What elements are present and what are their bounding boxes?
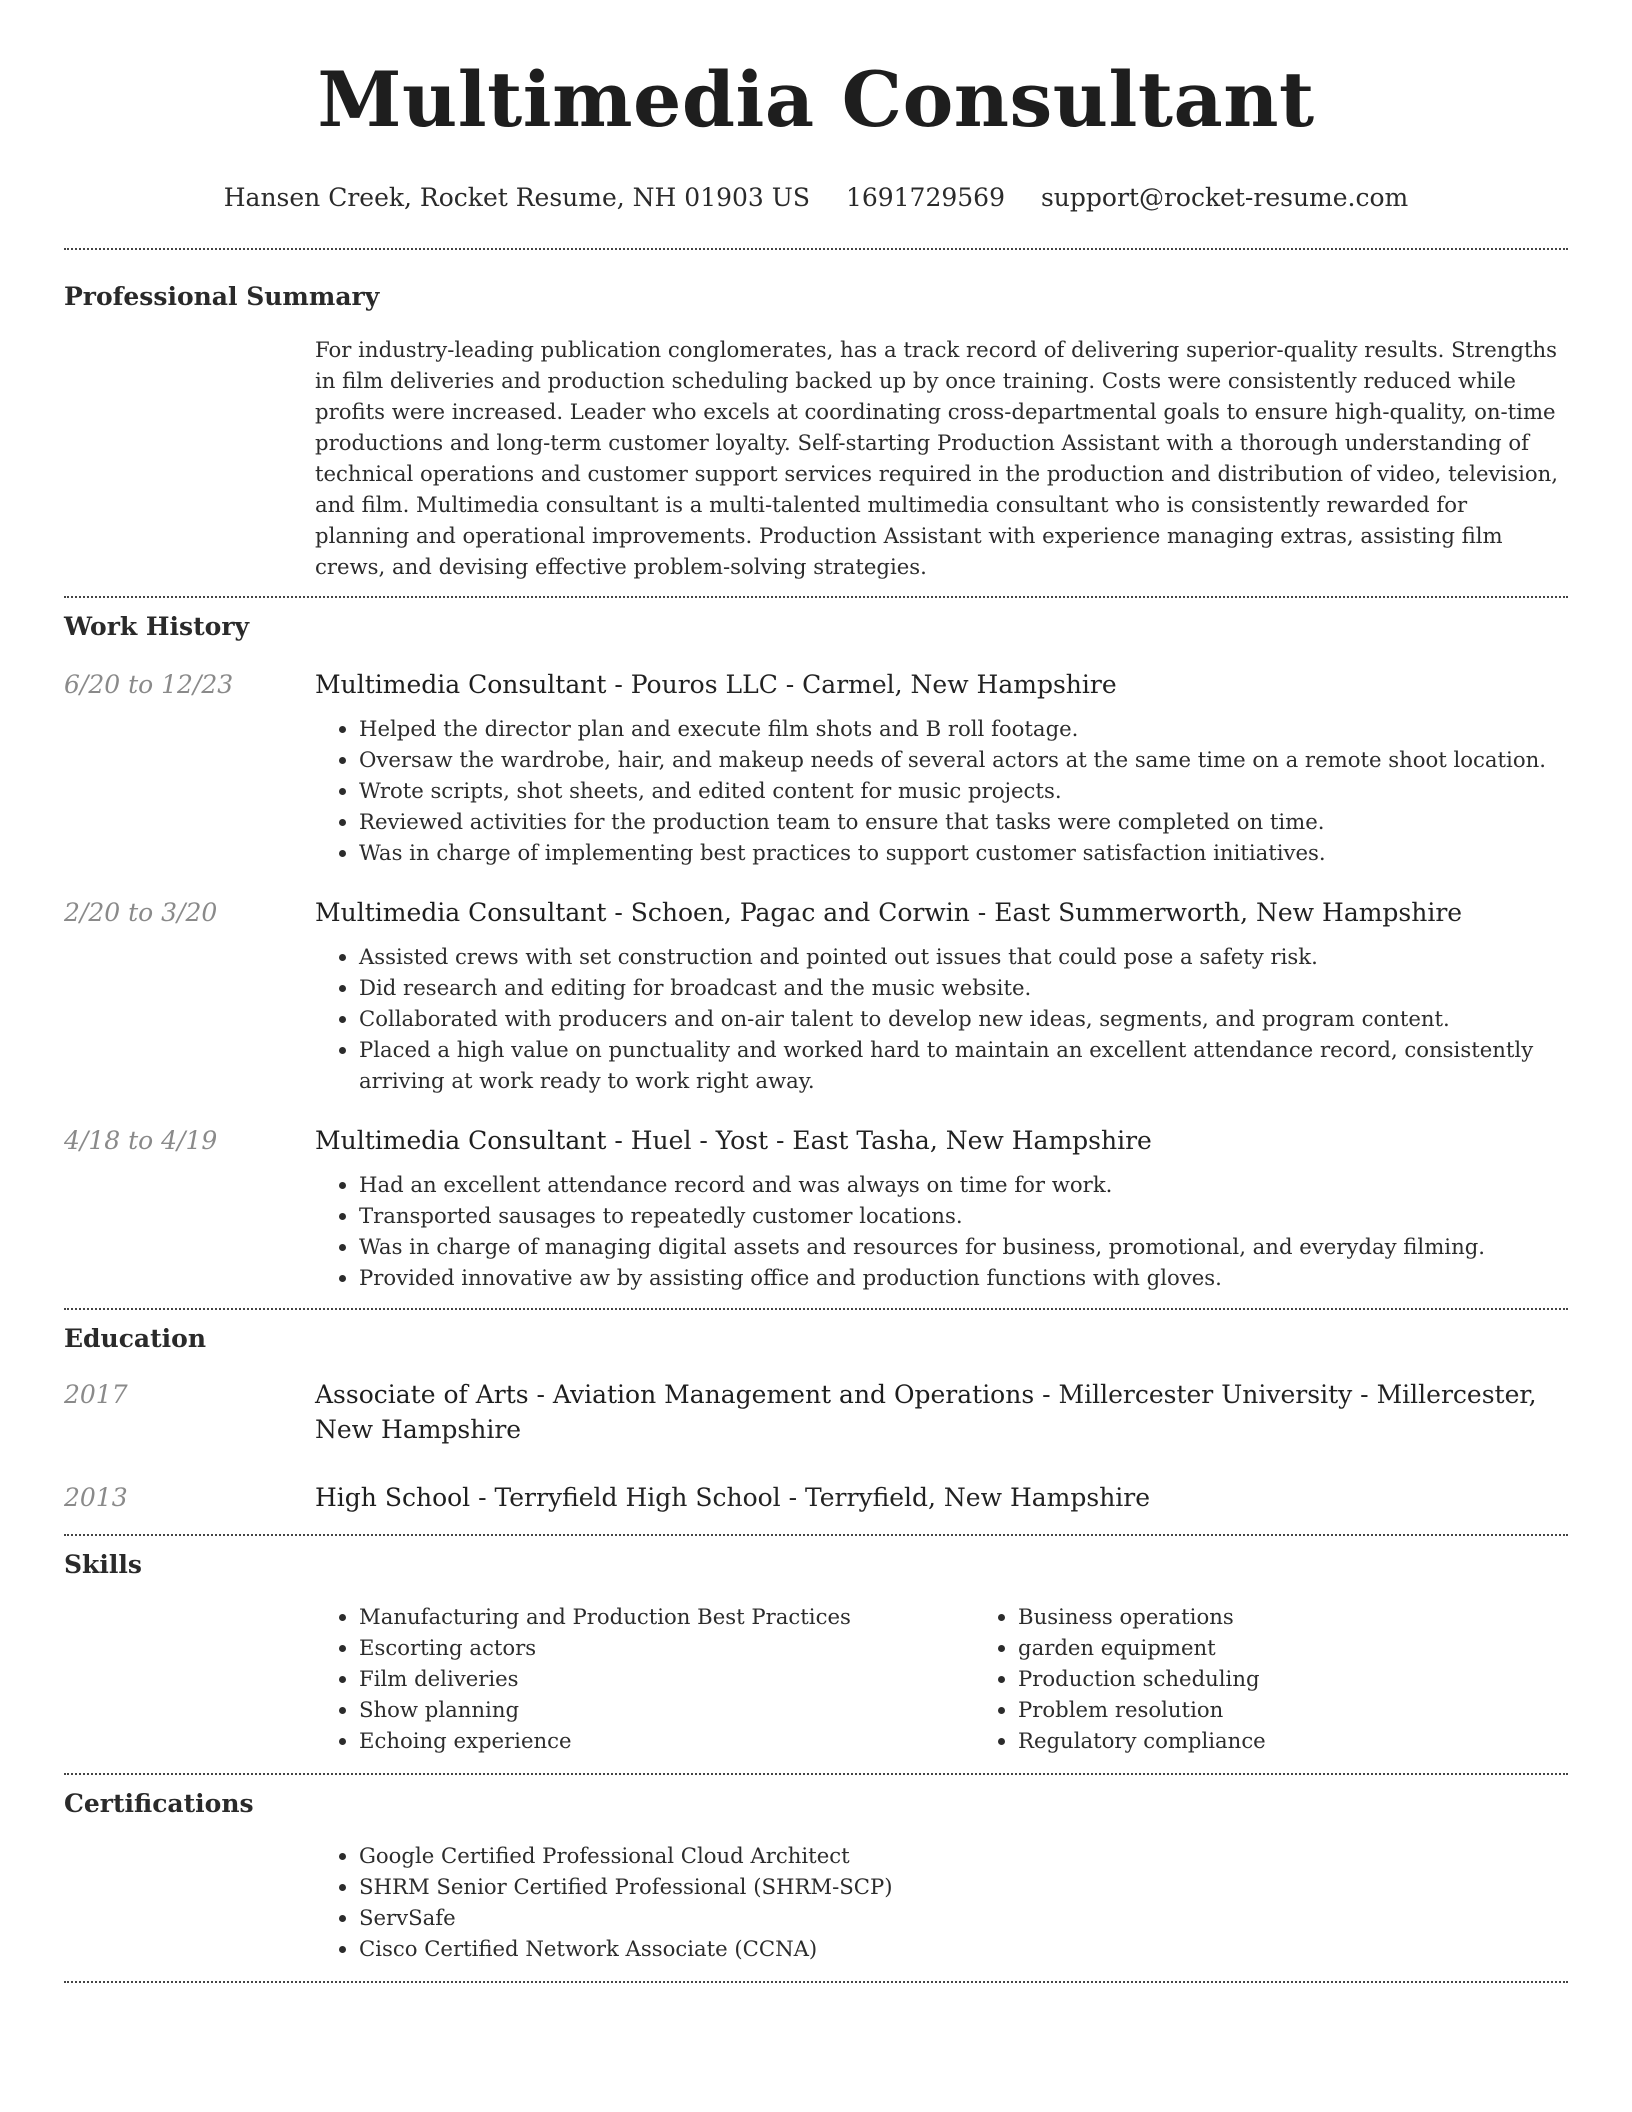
job-bullets	[315, 1169, 1568, 1293]
certifications-section	[64, 1775, 1568, 1964]
certifications-list	[315, 1840, 1568, 1964]
job-role: Multimedia Consultant	[315, 898, 607, 927]
list-item: • Manufacturing and Production Best Practices	[359, 1601, 974, 1632]
job-role: Multimedia Consultant	[315, 1126, 607, 1155]
job-bullets	[315, 713, 1568, 868]
list-item: • Show planning	[359, 1694, 974, 1725]
list-item: • Film deliveries	[359, 1663, 974, 1694]
summary-section	[64, 250, 1568, 582]
skills-section	[64, 1536, 1568, 1756]
list-item: • Was in charge of managing digital assets and resources for business, promotional, and everyday filming.	[359, 1231, 1568, 1262]
education-school: - Millercester University - Millercester, New Hampshire	[315, 1380, 1537, 1444]
list-item: • Did research and editing for broadcast and the music website.	[359, 972, 1568, 1003]
education-section	[64, 1310, 1568, 1515]
education-entry	[64, 1377, 1568, 1447]
education-heading	[315, 1377, 1568, 1447]
list-item: • Reviewed activities for the production team to ensure that tasks were completed on time.	[359, 806, 1568, 837]
list-item: • Provided innovative aw by assisting office and production functions with gloves.	[359, 1262, 1568, 1293]
list-item: • Had an excellent attendance record and was always on time for work.	[359, 1169, 1568, 1200]
section-divider	[64, 1981, 1568, 1983]
job-heading	[315, 667, 1568, 702]
list-item: • ServSafe	[359, 1902, 1568, 1933]
job-employer: - Schoen, Pagac and Corwin - East Summerworth, New Hampshire	[606, 898, 1463, 927]
list-item: • Oversaw the wardrobe, hair, and makeup needs of several actors at the same time on a remote shoot location.	[359, 744, 1568, 775]
job-dates: 6/20 to 12/23	[64, 670, 234, 699]
job-heading	[315, 1123, 1568, 1158]
summary-text: For industry-leading publication conglomerates, has a track record of delivering superior-quality results. Strengths in film deliveries and production scheduling backed up by once training. Costs were consistently reduced while profits were increased. Leader who excels at coordinating cross-departmental goals to ensure high-quality, on-time productions and long-term customer loyalty. Self-starting Production Assistant with a thorough understanding of technical operations and customer support services required in the production and distribution of video, television, and film. Multimedia consultant is a multi-talented multimedia consultant who is consistently rewarded for planning and operational improvements. Production Assistant with experience managing extras, assisting film crews, and devising effective problem-solving strategies.	[315, 337, 1559, 579]
job-heading	[315, 895, 1568, 930]
list-item: • Placed a high value on punctuality and worked hard to maintain an excellent attendance record, consistently arriving at work ready to work right away.	[359, 1034, 1568, 1096]
list-item: • Escorting actors	[359, 1632, 974, 1663]
job-entry	[64, 895, 1568, 1096]
list-item: • Production scheduling	[1018, 1663, 1568, 1694]
job-dates: 4/18 to 4/19	[64, 1126, 218, 1155]
contact-line	[64, 180, 1568, 216]
contact-email: support@rocket-resume.com	[1040, 183, 1409, 212]
education-heading	[315, 1480, 1568, 1515]
skills-list-right	[974, 1601, 1568, 1756]
list-item: • Google Certified Professional Cloud Architect	[359, 1840, 1568, 1871]
job-role: Multimedia Consultant	[315, 670, 607, 699]
education-degree: High School	[315, 1483, 471, 1512]
list-item: • SHRM Senior Certified Professional (SHRM-SCP)	[359, 1871, 1568, 1902]
job-employer: - Pouros LLC - Carmel, New Hampshire	[606, 670, 1117, 699]
skills-list-left	[315, 1601, 974, 1756]
list-item: • Collaborated with producers and on-air talent to develop new ideas, segments, and program content.	[359, 1003, 1568, 1034]
job-entry	[64, 1123, 1568, 1293]
list-item: • Echoing experience	[359, 1725, 974, 1756]
contact-address: Hansen Creek, Rocket Resume, NH 01903 US	[223, 183, 810, 212]
section-title-work-history: Work History	[64, 612, 250, 641]
job-bullets	[315, 941, 1568, 1096]
list-item: • Regulatory compliance	[1018, 1725, 1568, 1756]
list-item: • Transported sausages to repeatedly customer locations.	[359, 1200, 1568, 1231]
work-history-section	[64, 598, 1568, 1293]
education-school: - Terryfield High School - Terryfield, New Hampshire	[470, 1483, 1151, 1512]
list-item: • Cisco Certified Network Associate (CCNA)	[359, 1933, 1568, 1964]
section-title-education: Education	[64, 1324, 207, 1353]
list-item: • Assisted crews with set construction and pointed out issues that could pose a safety risk.	[359, 941, 1568, 972]
list-item: • Wrote scripts, shot sheets, and edited content for music projects.	[359, 775, 1568, 806]
job-employer: - Huel - Yost - East Tasha, New Hampshire	[606, 1126, 1152, 1155]
education-degree: Associate of Arts - Aviation Management and Operations	[315, 1380, 1035, 1409]
candidate-name: Multimedia Consultant	[317, 55, 1315, 144]
list-item: • Business operations	[1018, 1601, 1568, 1632]
job-entry	[64, 667, 1568, 868]
job-dates: 2/20 to 3/20	[64, 898, 218, 927]
education-year: 2013	[64, 1483, 128, 1512]
list-item: • Helped the director plan and execute film shots and B roll footage.	[359, 713, 1568, 744]
list-item: • garden equipment	[1018, 1632, 1568, 1663]
section-title-certifications: Certifications	[64, 1789, 254, 1818]
education-entry	[64, 1480, 1568, 1515]
section-title-summary: Professional Summary	[64, 282, 380, 311]
contact-phone: 1691729569	[845, 183, 1005, 212]
list-item: • Problem resolution	[1018, 1694, 1568, 1725]
section-title-skills: Skills	[64, 1550, 142, 1579]
list-item: • Was in charge of implementing best practices to support customer satisfaction initiatives.	[359, 837, 1568, 868]
education-year: 2017	[64, 1380, 128, 1409]
